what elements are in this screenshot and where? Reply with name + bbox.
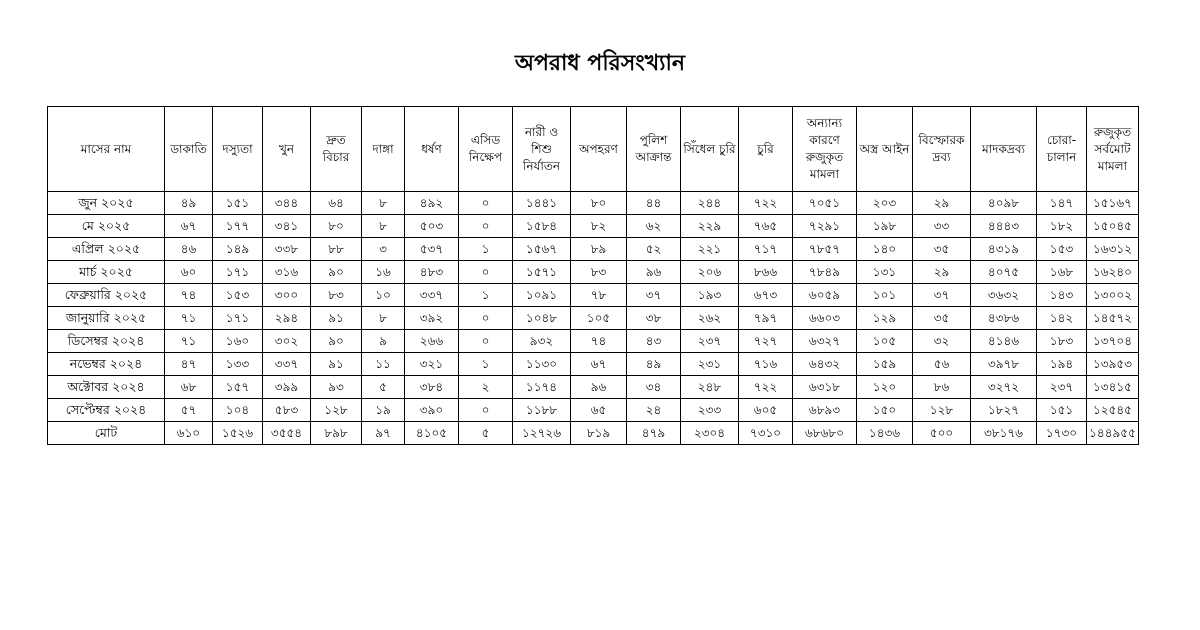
table-cell: ৩৬৩২ (971, 284, 1037, 307)
table-cell: ১৫৩ (1037, 238, 1087, 261)
table-header-row (48, 107, 1139, 192)
table-cell: ৭৮ (571, 284, 627, 307)
table-cell: ১৬ (362, 261, 405, 284)
table-cell: ১০৯১ (513, 284, 571, 307)
table-cell: ৮২ (571, 215, 627, 238)
table-cell: ৮৯ (571, 238, 627, 261)
table-cell: ৬৮ (165, 376, 213, 399)
row-label-cell: অক্টোবর ২০২৪ (48, 376, 165, 399)
table-cell: ৭১ (165, 307, 213, 330)
table-cell: ৯৬ (571, 376, 627, 399)
table-cell: ৬৭ (571, 353, 627, 376)
column-header: পুলিশ আক্রান্ত (627, 107, 681, 192)
table-cell: ৬৮৬৮০ (793, 422, 857, 445)
table-cell: ১৮২ (1037, 215, 1087, 238)
table-cell: ২২১ (681, 238, 739, 261)
table-cell: ১২৫৪৫ (1087, 399, 1139, 422)
table-cell: ৮৩ (571, 261, 627, 284)
row-label-cell: সেপ্টেম্বর ২০২৪ (48, 399, 165, 422)
table-cell: ১৩০০২ (1087, 284, 1139, 307)
table-cell: ৩১৬ (263, 261, 311, 284)
table-cell: ৩৫ (913, 238, 971, 261)
table-cell: ৪১৪৬ (971, 330, 1037, 353)
table-cell: ১৬৮ (1037, 261, 1087, 284)
table-row (48, 399, 1139, 422)
table-cell: ১৭৩০ (1037, 422, 1087, 445)
column-header: সিঁধেল চুরি (681, 107, 739, 192)
table-row (48, 261, 1139, 284)
column-header: ধর্ষণ (405, 107, 459, 192)
column-header: নারী ও শিশু নির্যাতন (513, 107, 571, 192)
table-cell: ১০৪ (213, 399, 263, 422)
column-header: মাসের নাম (48, 107, 165, 192)
table-cell: ১৪২ (1037, 307, 1087, 330)
table-cell: ২৪৮ (681, 376, 739, 399)
table-cell: ১০ (362, 284, 405, 307)
table-cell: ১০১ (857, 284, 913, 307)
table-cell: ১৫৮৪ (513, 215, 571, 238)
table-body (48, 192, 1139, 445)
table-cell: ১৭৭ (213, 215, 263, 238)
table-cell: ৬৪৩২ (793, 353, 857, 376)
table-cell: ২০৬ (681, 261, 739, 284)
table-cell: ৬১০ (165, 422, 213, 445)
table-cell: ৩২১ (405, 353, 459, 376)
table-cell: ৪৭৯ (627, 422, 681, 445)
table-cell: ৬৭ (165, 215, 213, 238)
table-cell: ৩৮ (627, 307, 681, 330)
table-cell: ৩৪৪ (263, 192, 311, 215)
table-row (48, 353, 1139, 376)
table-cell: ৩৭ (627, 284, 681, 307)
table-cell: ৮ (362, 192, 405, 215)
table-cell: ১৯৪ (1037, 353, 1087, 376)
table-cell: ১১ (362, 353, 405, 376)
column-header: অপহরণ (571, 107, 627, 192)
column-header: খুন (263, 107, 311, 192)
table-cell: ১৪৩ (1037, 284, 1087, 307)
table-cell: ৭০৫১ (793, 192, 857, 215)
table-cell: ৩৪১ (263, 215, 311, 238)
table-cell: ৯৩২ (513, 330, 571, 353)
row-label-cell: নভেম্বর ২০২৪ (48, 353, 165, 376)
table-cell: ১২৯ (857, 307, 913, 330)
table-cell: ৭২৭ (739, 330, 793, 353)
table-cell: ৪৯ (627, 353, 681, 376)
table-cell: ১ (459, 353, 513, 376)
table-cell: ৮৮ (311, 238, 362, 261)
table-cell: ৫০৩ (405, 215, 459, 238)
table-cell: ১৭১ (213, 261, 263, 284)
table-cell: ৮১৯ (571, 422, 627, 445)
table-cell: ১৫০ (857, 399, 913, 422)
row-label-cell: ফেব্রুয়ারি ২০২৫ (48, 284, 165, 307)
table-cell: ১৩৪১৫ (1087, 376, 1139, 399)
table-cell: ১৪৩৬ (857, 422, 913, 445)
table-cell: ৩৪ (627, 376, 681, 399)
table-cell: ৫ (362, 376, 405, 399)
table-cell: ৭১ (165, 330, 213, 353)
crime-statistics-table (47, 106, 1139, 445)
table-cell: ০ (459, 261, 513, 284)
table-cell: ৪৬ (165, 238, 213, 261)
table-cell: ৮০ (311, 215, 362, 238)
table-cell: ১২৮ (311, 399, 362, 422)
table-cell: ৬২ (627, 215, 681, 238)
table-cell: ৩৯২ (405, 307, 459, 330)
table-cell: ৩৩৮ (263, 238, 311, 261)
table-cell: ৮ (362, 307, 405, 330)
table-cell: ৬৫ (571, 399, 627, 422)
table-cell: ৩৯৯ (263, 376, 311, 399)
table-cell: ৩ (362, 238, 405, 261)
table-cell: ১৪৫৭২ (1087, 307, 1139, 330)
table-cell: ১৯ (362, 399, 405, 422)
table-cell: ২৯ (913, 261, 971, 284)
table-cell: ১৯৩ (681, 284, 739, 307)
table-cell: ১১৭৪ (513, 376, 571, 399)
table-row (48, 238, 1139, 261)
table-cell: ৩২ (913, 330, 971, 353)
table-cell: ৫৮৩ (263, 399, 311, 422)
table-cell: ১৩১ (857, 261, 913, 284)
column-header: বিস্ফোরক দ্রব্য (913, 107, 971, 192)
table-cell: ২৬৬ (405, 330, 459, 353)
table-cell: ৩২৭২ (971, 376, 1037, 399)
table-cell: ১৪৭ (1037, 192, 1087, 215)
column-header: দাঙ্গা (362, 107, 405, 192)
table-cell: ৭৮৪৯ (793, 261, 857, 284)
table-cell: ১৫৬৭ (513, 238, 571, 261)
table-cell: ৯১ (311, 307, 362, 330)
table-cell: ৭২২ (739, 376, 793, 399)
table-cell: ১৩৯৫৩ (1087, 353, 1139, 376)
table-cell: ২৬২ (681, 307, 739, 330)
table-cell: ৩০২ (263, 330, 311, 353)
table-cell: ১৫৩ (213, 284, 263, 307)
table-cell: ১৮৩ (1037, 330, 1087, 353)
column-header: অস্ত্র আইন (857, 107, 913, 192)
table-cell: ৩৮৪ (405, 376, 459, 399)
table-cell: ৩৩ (913, 215, 971, 238)
table-row (48, 192, 1139, 215)
row-label-cell: জুন ২০২৫ (48, 192, 165, 215)
table-cell: ৪৯ (165, 192, 213, 215)
table-cell: ৭২২ (739, 192, 793, 215)
table-cell: ৫২ (627, 238, 681, 261)
row-label-cell: মার্চ ২০২৫ (48, 261, 165, 284)
table-cell: ১৩৩ (213, 353, 263, 376)
table-row (48, 307, 1139, 330)
table-cell: ১৪০ (857, 238, 913, 261)
table-cell: ৬৩১৮ (793, 376, 857, 399)
table-cell: ১ (459, 238, 513, 261)
table-cell: ২৩০৪ (681, 422, 739, 445)
table-cell: ১৫২৬ (213, 422, 263, 445)
column-header: অন্যান্য কারণে রুজুকৃত মামলা (793, 107, 857, 192)
table-cell: ৩৩৭ (263, 353, 311, 376)
table-cell: ৮ (362, 215, 405, 238)
table-cell: ৮৩ (311, 284, 362, 307)
table-row (48, 215, 1139, 238)
table-cell: ১৫১ (213, 192, 263, 215)
table-cell: ১৮২৭ (971, 399, 1037, 422)
table-cell: ৩৮১৭৬ (971, 422, 1037, 445)
table-cell: ৩৫ (913, 307, 971, 330)
table-cell: ৮৬ (913, 376, 971, 399)
total-row (48, 422, 1139, 445)
table-cell: ১৭১ (213, 307, 263, 330)
row-label-cell: এপ্রিল ২০২৫ (48, 238, 165, 261)
row-label-cell: মোট (48, 422, 165, 445)
table-cell: ৩৯৭৮ (971, 353, 1037, 376)
table-cell: ৯ (362, 330, 405, 353)
table-cell: ০ (459, 192, 513, 215)
table-cell: ৬৭৩ (739, 284, 793, 307)
table-cell: ২৩৭ (1037, 376, 1087, 399)
table-cell: ৬০৫ (739, 399, 793, 422)
table-cell: ৪৯২ (405, 192, 459, 215)
table-cell: ০ (459, 330, 513, 353)
table-cell: ৭১৬ (739, 353, 793, 376)
table-cell: ৭৪ (165, 284, 213, 307)
table-cell: ৬০ (165, 261, 213, 284)
table-cell: ৪৭ (165, 353, 213, 376)
table-cell: ১০৫ (571, 307, 627, 330)
table-cell: ৮০ (571, 192, 627, 215)
table-cell: ৪৩৮৬ (971, 307, 1037, 330)
table-cell: ৪৩ (627, 330, 681, 353)
table-cell: ২ (459, 376, 513, 399)
column-header: দস্যুতা (213, 107, 263, 192)
table-cell: ১৬০ (213, 330, 263, 353)
table-cell: ১৫৯ (857, 353, 913, 376)
table-cell: ৬৮৯৩ (793, 399, 857, 422)
table-cell: ৮৬৬ (739, 261, 793, 284)
table-cell: ১৯৮ (857, 215, 913, 238)
table-cell: ৪৩১৯ (971, 238, 1037, 261)
table-cell: ১ (459, 284, 513, 307)
table-cell: ৩৫৫৪ (263, 422, 311, 445)
table-cell: ৪৮৩ (405, 261, 459, 284)
table-cell: ০ (459, 215, 513, 238)
row-label-cell: জানুয়ারি ২০২৫ (48, 307, 165, 330)
table-cell: ৯৭ (362, 422, 405, 445)
table-cell: ৪৪৪৩ (971, 215, 1037, 238)
table-cell: ৩৯০ (405, 399, 459, 422)
table-cell: ৫ (459, 422, 513, 445)
table-cell: ৭৮৫৭ (793, 238, 857, 261)
column-header: চোরা- চালান (1037, 107, 1087, 192)
table-cell: ৩০০ (263, 284, 311, 307)
table-cell: ২৩৩ (681, 399, 739, 422)
table-cell: ১২৭২৬ (513, 422, 571, 445)
table-cell: ২০৩ (857, 192, 913, 215)
table-cell: ৩৭ (913, 284, 971, 307)
table-cell: ১৬৩১২ (1087, 238, 1139, 261)
table-cell: ৯০ (311, 261, 362, 284)
table-cell: ৩৩৭ (405, 284, 459, 307)
table-cell: ৯১ (311, 353, 362, 376)
table-cell: ২৯ (913, 192, 971, 215)
column-header: এসিড নিক্ষেপ (459, 107, 513, 192)
table-cell: ১২০ (857, 376, 913, 399)
table-cell: ৭১৭ (739, 238, 793, 261)
table-cell: ৬৬০৩ (793, 307, 857, 330)
table-cell: ৭২৯১ (793, 215, 857, 238)
column-header: মাদকদ্রব্য (971, 107, 1037, 192)
table-cell: ১০৫ (857, 330, 913, 353)
table-cell: ৯৬ (627, 261, 681, 284)
table-cell: ৯০ (311, 330, 362, 353)
table-cell: ১২৮ (913, 399, 971, 422)
table-cell: ১৫০৪৫ (1087, 215, 1139, 238)
table-cell: ২৪৪ (681, 192, 739, 215)
table-cell: ০ (459, 307, 513, 330)
table-cell: ৪১০৫ (405, 422, 459, 445)
table-cell: ৪০৯৮ (971, 192, 1037, 215)
table-row (48, 376, 1139, 399)
page-title: অপরাধ পরিসংখ্যান (514, 50, 686, 76)
table-cell: ০ (459, 399, 513, 422)
column-header: রুজুকৃত সর্বমোট মামলা (1087, 107, 1139, 192)
table-cell: ২৪ (627, 399, 681, 422)
table-cell: ৫৭ (165, 399, 213, 422)
row-label-cell: ডিসেম্বর ২০২৪ (48, 330, 165, 353)
table-cell: ১৪৯ (213, 238, 263, 261)
column-header: ডাকাতি (165, 107, 213, 192)
row-label-cell: মে ২০২৫ (48, 215, 165, 238)
column-header: চুরি (739, 107, 793, 192)
table-cell: ৬৩২৭ (793, 330, 857, 353)
table-cell: ৪০৭৫ (971, 261, 1037, 284)
table-cell: ১৩৭০৪ (1087, 330, 1139, 353)
table-cell: ৬০৫৯ (793, 284, 857, 307)
table-cell: ৫৩৭ (405, 238, 459, 261)
table-cell: ১১৮৮ (513, 399, 571, 422)
table-cell: ১৬২৪০ (1087, 261, 1139, 284)
table-cell: ৭৯৭ (739, 307, 793, 330)
table-cell: ১৫১৬৭ (1087, 192, 1139, 215)
table-cell: ৭৩১০ (739, 422, 793, 445)
table-row (48, 330, 1139, 353)
table-cell: ১১৩০ (513, 353, 571, 376)
table-cell: ১৫৭১ (513, 261, 571, 284)
table-cell: ১০৪৮ (513, 307, 571, 330)
table-cell: ২৯৪ (263, 307, 311, 330)
table-cell: ৬৪ (311, 192, 362, 215)
table-cell: ১৪৪৯৫৫ (1087, 422, 1139, 445)
table-cell: ৭৪ (571, 330, 627, 353)
table-cell: ৯৩ (311, 376, 362, 399)
table-cell: ৫৬ (913, 353, 971, 376)
table-cell: ৪৪ (627, 192, 681, 215)
table-cell: ৮৯৮ (311, 422, 362, 445)
column-header: দ্রুত বিচার (311, 107, 362, 192)
table-cell: ১৪৪১ (513, 192, 571, 215)
table-cell: ১৫১ (1037, 399, 1087, 422)
table-cell: ৭৬৫ (739, 215, 793, 238)
table-row (48, 284, 1139, 307)
table-cell: ২৩৭ (681, 330, 739, 353)
table-cell: ৫০০ (913, 422, 971, 445)
table-cell: ২২৯ (681, 215, 739, 238)
table-cell: ২৩১ (681, 353, 739, 376)
table-cell: ১৫৭ (213, 376, 263, 399)
